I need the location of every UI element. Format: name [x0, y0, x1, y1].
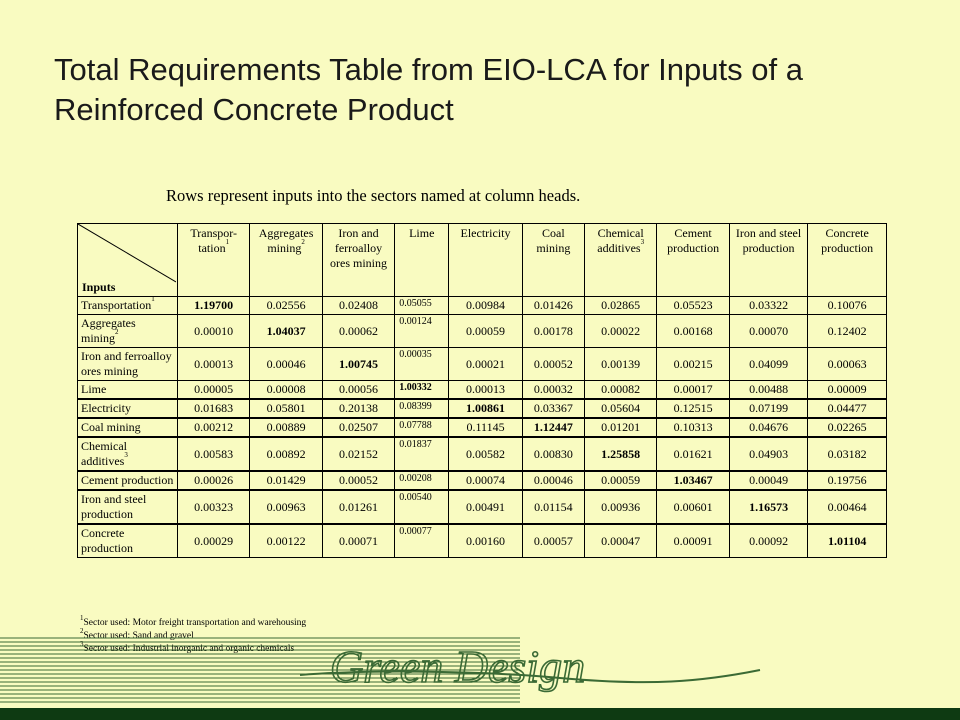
row-label: Chemical additives$^3$: [78, 437, 178, 471]
table-cell: 0.10076: [808, 297, 887, 315]
slide-title: Total Requirements Table from EIO-LCA for Inputs of a Reinforced Concrete Product: [54, 52, 803, 127]
footnote: $^1$Sector used: Motor freight transportation and warehousing: [80, 614, 307, 628]
table-cell: 0.00139: [584, 348, 656, 381]
table-cell: 0.00022: [584, 315, 656, 348]
table-cell: 0.19756: [808, 471, 887, 490]
table-cell: 0.00049: [729, 471, 808, 490]
column-header: Chemical additives$^3$: [584, 224, 656, 297]
table-cell: 0.00063: [808, 348, 887, 381]
footnote: $^2$Sector used: Sand and gravel: [80, 627, 194, 641]
green-design-logo: [0, 627, 960, 720]
table-cell: 0.00077: [395, 524, 449, 558]
table-cell: 0.00052: [322, 471, 394, 490]
table-body: [78, 297, 887, 558]
table-cell: 0.00008: [250, 381, 322, 400]
row-label: Coal mining: [78, 418, 178, 437]
column-header: Cement production: [657, 224, 729, 297]
table-cell: 0.07788: [395, 418, 449, 437]
table-cell: 0.01837: [395, 437, 449, 471]
table-cell: 1.00861: [449, 399, 522, 418]
column-header: Concrete production: [808, 224, 887, 297]
table-cell: 0.00032: [522, 381, 584, 400]
table-cell: 0.04099: [729, 348, 808, 381]
table-cell: 0.01426: [522, 297, 584, 315]
table-cell: 0.04903: [729, 437, 808, 471]
table-subtitle: Rows represent inputs into the sectors named at column heads.: [166, 186, 581, 205]
table-cell: 0.05523: [657, 297, 729, 315]
table-cell: 0.20138: [322, 399, 394, 418]
table-cell: 0.05604: [584, 399, 656, 418]
table-cell: 0.00057: [522, 524, 584, 558]
table-row: [78, 399, 887, 418]
row-label: Concrete production: [78, 524, 178, 558]
table-cell: 0.00178: [522, 315, 584, 348]
table-cell: 0.00013: [449, 381, 522, 400]
table-cell: 0.12515: [657, 399, 729, 418]
column-header: Lime: [395, 224, 449, 297]
table-cell: 0.12402: [808, 315, 887, 348]
table-cell: 1.03467: [657, 471, 729, 490]
row-label: Lime: [78, 381, 178, 400]
table-cell: 0.00009: [808, 381, 887, 400]
table-cell: 0.00021: [449, 348, 522, 381]
table-cell: 0.07199: [729, 399, 808, 418]
table-row: [78, 348, 887, 381]
table-cell: 0.00160: [449, 524, 522, 558]
table-row: [78, 315, 887, 348]
table-cell: 0.01429: [250, 471, 322, 490]
column-header: Iron and ferroalloy ores mining: [322, 224, 394, 297]
table-cell: 0.00035: [395, 348, 449, 381]
table-cell: 0.00010: [177, 315, 249, 348]
table-cell: 0.08399: [395, 399, 449, 418]
row-label: Iron and ferroalloy ores mining: [78, 348, 178, 381]
table-cell: 1.25858: [584, 437, 656, 471]
column-header: Electricity: [449, 224, 522, 297]
table-row: [78, 437, 887, 471]
table-cell: 1.00332: [395, 381, 449, 400]
table-cell: 1.04037: [250, 315, 322, 348]
total-requirements-table: [77, 223, 887, 558]
table-row: [78, 297, 887, 315]
table-cell: 0.00092: [729, 524, 808, 558]
table-cell: 0.02408: [322, 297, 394, 315]
table-cell: 0.04676: [729, 418, 808, 437]
table-cell: 0.00984: [449, 297, 522, 315]
table-cell: 0.02152: [322, 437, 394, 471]
row-label: Transportation$^1$: [78, 297, 178, 315]
table-cell: 0.11145: [449, 418, 522, 437]
svg-text:Green Design: Green Design: [330, 641, 586, 692]
table-row: [78, 490, 887, 524]
table-cell: 0.03367: [522, 399, 584, 418]
table-cell: 0.00046: [250, 348, 322, 381]
table-row: [78, 471, 887, 490]
table-cell: 0.00491: [449, 490, 522, 524]
table-cell: 0.00488: [729, 381, 808, 400]
table-cell: 0.00892: [250, 437, 322, 471]
table-cell: 0.00215: [657, 348, 729, 381]
table-cell: 0.00540: [395, 490, 449, 524]
table-cell: 0.00464: [808, 490, 887, 524]
table-cell: 0.03322: [729, 297, 808, 315]
column-header: Coal mining: [522, 224, 584, 297]
column-header: Aggregates mining$^2$: [250, 224, 322, 297]
table-cell: 0.00208: [395, 471, 449, 490]
table-cell: 1.16573: [729, 490, 808, 524]
table-cell: 0.00889: [250, 418, 322, 437]
column-header: Iron and steel production: [729, 224, 808, 297]
table-cell: 0.00122: [250, 524, 322, 558]
table-cell: 0.04477: [808, 399, 887, 418]
header-row: [78, 224, 887, 297]
table-cell: 0.00070: [729, 315, 808, 348]
table-cell: 0.00168: [657, 315, 729, 348]
table-cell: 0.00059: [449, 315, 522, 348]
table-cell: 0.00212: [177, 418, 249, 437]
row-label: Cement production: [78, 471, 178, 490]
table-cell: 0.00052: [522, 348, 584, 381]
table-row: [78, 381, 887, 400]
corner-label: Inputs: [82, 280, 116, 294]
table-cell: 0.00062: [322, 315, 394, 348]
table-corner-cell: [78, 224, 178, 297]
row-label: Aggregates mining$^2$: [78, 315, 178, 348]
table-cell: 0.00830: [522, 437, 584, 471]
table-cell: 1.12447: [522, 418, 584, 437]
column-header: Transpor-tation$^1$: [177, 224, 249, 297]
table-cell: 0.01683: [177, 399, 249, 418]
table-cell: 0.00323: [177, 490, 249, 524]
table-cell: 0.03182: [808, 437, 887, 471]
table-cell: 1.01104: [808, 524, 887, 558]
table-cell: 0.02265: [808, 418, 887, 437]
table-cell: 0.02556: [250, 297, 322, 315]
row-label: Iron and steel production: [78, 490, 178, 524]
table-cell: 0.01201: [584, 418, 656, 437]
table-cell: 0.00029: [177, 524, 249, 558]
table-cell: 0.00059: [584, 471, 656, 490]
table-cell: 0.00056: [322, 381, 394, 400]
table-cell: 0.05055: [395, 297, 449, 315]
table-cell: 0.01261: [322, 490, 394, 524]
table-cell: 0.00936: [584, 490, 656, 524]
table-cell: 0.00124: [395, 315, 449, 348]
table-cell: 0.00017: [657, 381, 729, 400]
table-cell: 0.00013: [177, 348, 249, 381]
table-cell: 1.19700: [177, 297, 249, 315]
table-cell: 0.02865: [584, 297, 656, 315]
bottom-brand-bar: [0, 708, 960, 720]
table-cell: 0.02507: [322, 418, 394, 437]
table-cell: 0.00091: [657, 524, 729, 558]
table-cell: 0.00005: [177, 381, 249, 400]
table-cell: 0.00601: [657, 490, 729, 524]
table-cell: 0.00583: [177, 437, 249, 471]
row-label: Electricity: [78, 399, 178, 418]
table-row: [78, 418, 887, 437]
table-cell: 0.00047: [584, 524, 656, 558]
footnote: $^3$Sector used: Industrial inorganic and organic chemicals: [80, 640, 295, 654]
table-cell: 0.01621: [657, 437, 729, 471]
table-cell: 0.00963: [250, 490, 322, 524]
table-cell: 0.00074: [449, 471, 522, 490]
table-cell: 0.10313: [657, 418, 729, 437]
table-cell: 0.05801: [250, 399, 322, 418]
table-cell: 0.00071: [322, 524, 394, 558]
table-cell: 0.00026: [177, 471, 249, 490]
table-cell: 0.00046: [522, 471, 584, 490]
table-row: [78, 524, 887, 558]
table-cell: 0.00082: [584, 381, 656, 400]
table-cell: 0.01154: [522, 490, 584, 524]
table-cell: 0.00582: [449, 437, 522, 471]
table-cell: 1.00745: [322, 348, 394, 381]
